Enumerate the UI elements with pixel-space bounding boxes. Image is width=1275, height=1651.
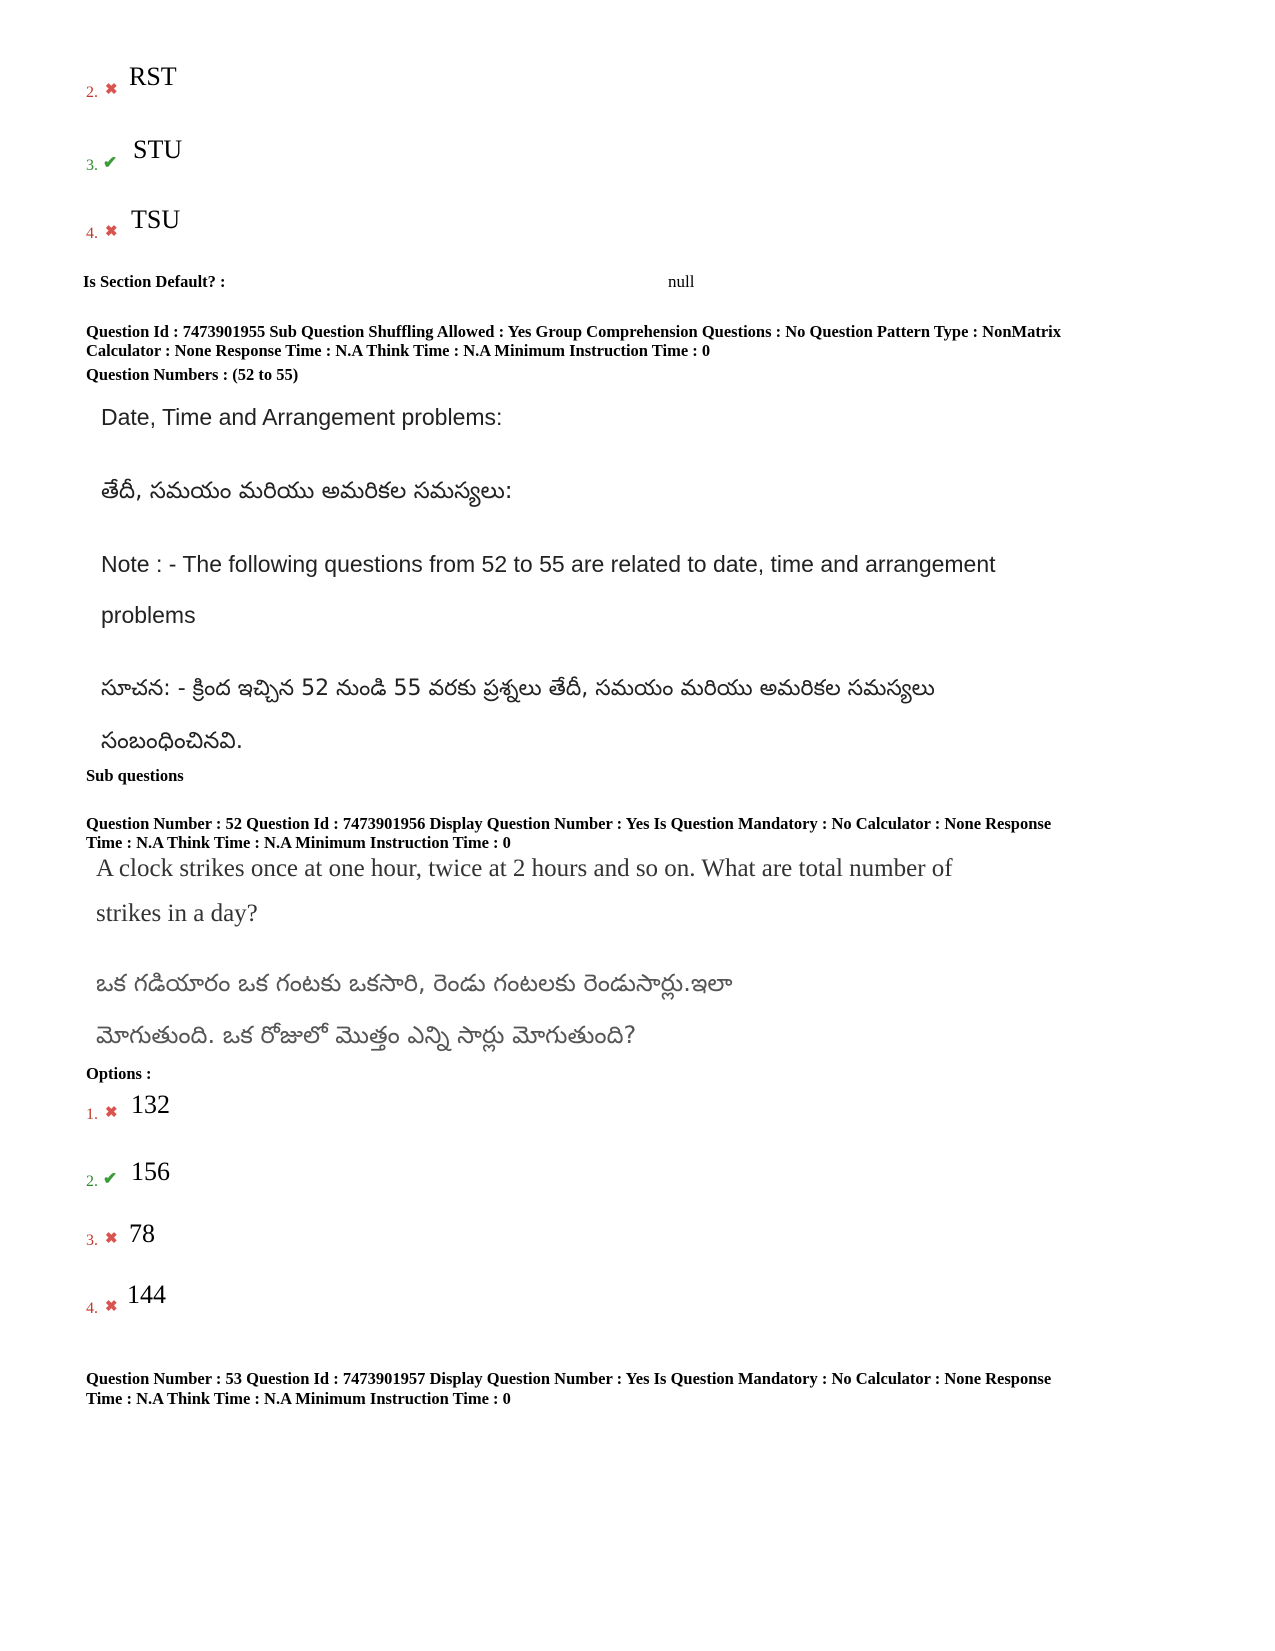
q52-text-te-2: మోగుతుంది. ఒక రోజులో మొత్తం ఎన్ని సార్లు మోగుతుంది?: [96, 1021, 637, 1049]
option-number: 2.: [86, 1173, 98, 1190]
q53-meta-2: Time : N.A Think Time : N.A Minimum Instruction Time : 0: [86, 1389, 511, 1408]
option-number: 2.: [86, 84, 98, 101]
cross-icon: ✖: [105, 1105, 118, 1121]
cross-icon: ✖: [105, 1299, 118, 1315]
option-number: 1.: [86, 1106, 98, 1123]
passage-note-en-2: problems: [101, 602, 196, 628]
option-text: RST: [129, 62, 177, 91]
section-default-label: Is Section Default? :: [83, 272, 226, 291]
group-question-meta-1: Question Id : 7473901955 Sub Question Shuffling Allowed : Yes Group Comprehension Questions : No Question Pattern Type : NonMatrix: [86, 322, 1061, 341]
check-icon: ✔: [103, 1169, 118, 1188]
cross-icon: ✖: [105, 82, 118, 98]
option-text: 132: [131, 1090, 170, 1119]
option-text: 78: [129, 1219, 155, 1248]
q52-text-te-1: ఒక గడియారం ఒక గంటకు ఒకసారి, రెండు గంటలకు రెండుసార్లు.ఇలా: [96, 969, 733, 997]
q52-text-en-2: strikes in a day?: [96, 900, 258, 927]
option-text: TSU: [131, 205, 181, 234]
passage-heading-en: Date, Time and Arrangement problems:: [101, 404, 503, 430]
question-numbers: Question Numbers : (52 to 55): [86, 365, 299, 384]
passage-note-en-1: Note : - The following questions from 52 to 55 are related to date, time and arrangement: [101, 551, 996, 577]
option-number: 4.: [86, 225, 98, 242]
option-number: 4.: [86, 1300, 98, 1317]
q52-options-label: Options :: [86, 1064, 152, 1083]
group-question-meta-2: Calculator : None Response Time : N.A Think Time : N.A Minimum Instruction Time : 0: [86, 341, 711, 360]
q52-meta-2: Time : N.A Think Time : N.A Minimum Instruction Time : 0: [86, 833, 511, 852]
sub-questions-label: Sub questions: [86, 766, 184, 785]
section-default-value: null: [668, 272, 695, 291]
option-number: 3.: [86, 1232, 98, 1249]
cross-icon: ✖: [105, 224, 118, 240]
passage-heading-te: తేదీ, సమయం మరియు అమరికల సమస్యలు:: [101, 478, 513, 504]
q52-meta-1: Question Number : 52 Question Id : 7473901956 Display Question Number : Yes Is Question Mandatory : No Calculator : None Response: [86, 814, 1052, 833]
cross-icon: ✖: [105, 1231, 118, 1247]
option-text: 156: [131, 1157, 170, 1186]
q52-text-en-1: A clock strikes once at one hour, twice at 2 hours and so on. What are total number of: [96, 855, 953, 882]
check-icon: ✔: [103, 153, 118, 172]
option-number: 3.: [86, 157, 98, 174]
option-text: 144: [127, 1280, 166, 1309]
q53-meta-1: Question Number : 53 Question Id : 7473901957 Display Question Number : Yes Is Question Mandatory : No Calculator : None Response: [86, 1369, 1052, 1388]
passage-note-te-2: సంబంధించినవి.: [101, 728, 244, 754]
option-text: STU: [133, 135, 183, 164]
passage-note-te-1: సూచన: - క్రింద ఇచ్చిన 52 నుండి 55 వరకు ప్రశ్నలు తేదీ, సమయం మరియు అమరికల సమస్యలు: [101, 676, 935, 701]
